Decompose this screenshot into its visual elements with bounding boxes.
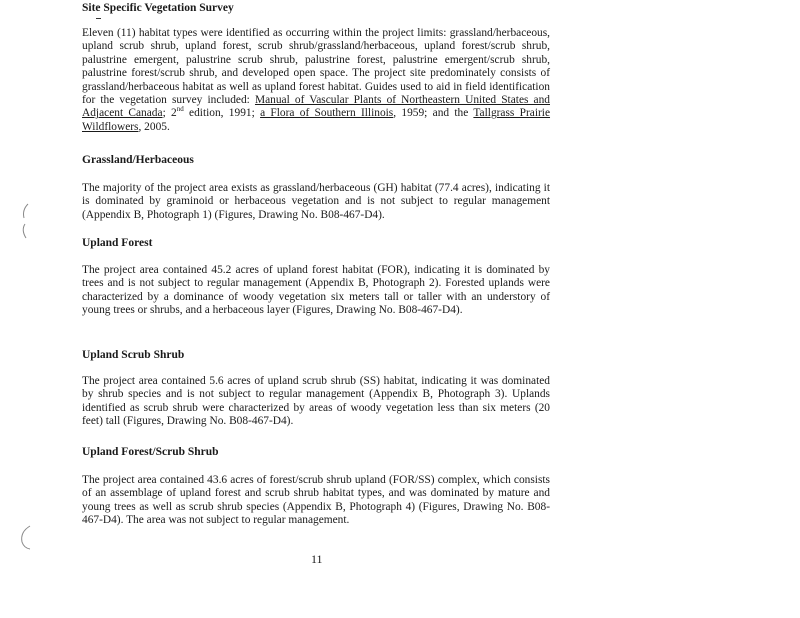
paragraph-grassland-herbaceous: The majority of the project area exists as grassland/herbaceous (GH) habitat (77.4 acres), indicating it is dominated by graminoid or herbaceous vegetation and is not subject to regular management (Appendix B, Photograph 1) (Figures, Drawing No. B08-467-D4). xyxy=(82,182,550,221)
paragraph-text: , 1959; and the xyxy=(393,107,474,120)
superscript-nd: nd xyxy=(176,105,184,114)
scan-artifact-dash xyxy=(96,18,101,19)
paragraph-text: Eleven (11) habitat types were identified as occurring within the project limits: grassland/herbaceous, upland scrub shrub, upland forest, scrub shrub/grassland/herbaceous, upland forest/scrub shrub, palustrine emergent, palustrine scrub shrub, palustrine forest, palustrine emergent/scrub shrub, palustrine forest/scrub shrub, and developed open space. The project site predominately consists of grassland/herbaceous habitat as well as upland forest habitat. Guides used to aid in field identification for the vegetation survey included: xyxy=(82,27,550,107)
section-title-upland-scrub-shrub: Upland Scrub Shrub xyxy=(82,349,185,361)
scan-artifact-mark xyxy=(16,522,36,552)
reference-tallgrass-prairie-wildflowers: Tallgrass Prairie Wildflowers xyxy=(82,107,551,133)
scan-artifact-mark xyxy=(16,200,36,244)
paragraph-text: edition, 1991; xyxy=(183,107,261,120)
section-title-upland-forest-scrub-shrub: Upland Forest/Scrub Shrub xyxy=(82,446,219,458)
paragraph-upland-forest-scrub-shrub: The project area contained 43.6 acres of forest/scrub shrub upland (FOR/SS) complex, which consists of an assemblage of upland forest and scrub shrub habitat types, and was dominated by mature and young trees as well as scrub shrub species (Appendix B, Photograph 4) (Figures, Drawing No. B08-467-D4). The area was not subject to regular management. xyxy=(82,474,550,527)
paragraph-upland-scrub-shrub: The project area contained 5.6 acres of upland scrub shrub (SS) habitat, indicating it was dominated by shrub species and is not subject to regular management (Appendix B, Photograph 3). Uplands identified as scrub shrub were characterized by areas of woody vegetation less than six meters (20 feet) tall (Figures, Drawing No. B08-467-D4). xyxy=(82,375,550,428)
paragraph-text: ; 2 xyxy=(162,107,177,120)
section-title-upland-forest: Upland Forest xyxy=(82,237,153,249)
section-title-site-specific-vegetation-survey: Site Specific Vegetation Survey xyxy=(82,2,234,14)
section-title-grassland-herbaceous: Grassland/Herbaceous xyxy=(82,154,194,166)
reference-manual-of-vascular-plants: Manual of Vascular Plants of Northeastern United States and Adjacent Canada xyxy=(82,94,550,120)
paragraph-site-specific-vegetation-survey xyxy=(82,27,550,134)
paragraph-text: , 2005. xyxy=(138,120,170,133)
page-number: 11 xyxy=(311,552,323,566)
paragraph-upland-forest: The project area contained 45.2 acres of upland forest habitat (FOR), indicating it is dominated by trees and is not subject to regular management (Appendix B, Photograph 2). Forested uplands were characterized by a dominance of woody vegetation six meters tall or taller with an understory of young trees or shrubs, and a herbaceous layer (Figures, Drawing No. B08-467-D4). xyxy=(82,264,550,317)
reference-a-flora-of-southern-illinois: a Flora of Southern Illinois xyxy=(260,107,394,120)
